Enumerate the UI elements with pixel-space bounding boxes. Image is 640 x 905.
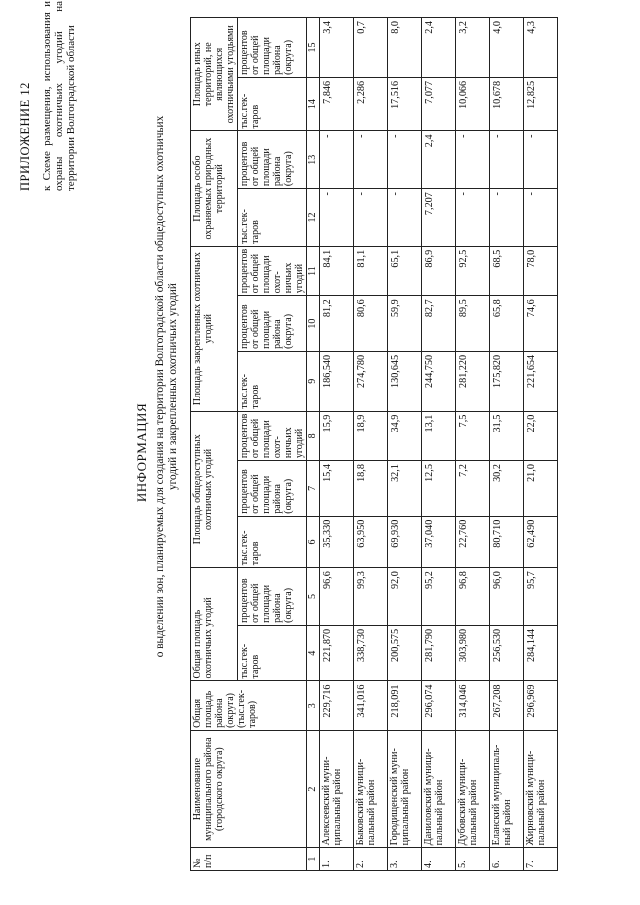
cell-c14: 10,678 xyxy=(490,77,524,131)
header-protected: Площадь особо охраняемых природных территорий xyxy=(191,131,238,246)
cell-c10: 59,9 xyxy=(388,296,422,352)
header-hunting-total: Общая площадь охотничьих угодий xyxy=(191,568,238,681)
table-row xyxy=(524,18,558,871)
row-number: 6. xyxy=(490,848,524,871)
cell-c3: 296,969 xyxy=(524,681,558,730)
cell-c3: 267,208 xyxy=(490,681,524,730)
column-number: 5 xyxy=(307,568,320,626)
district-name: Быковский муници-пальный район xyxy=(354,730,388,847)
cell-c8: 7,5 xyxy=(456,411,490,460)
cell-c9: 274,780 xyxy=(354,351,388,411)
row-number: 4. xyxy=(422,848,456,871)
header-num: № п/п xyxy=(191,848,307,871)
subheader-thous: тыс.гек-таров xyxy=(238,351,307,411)
cell-c15: 3,4 xyxy=(320,18,354,78)
row-number: 2. xyxy=(354,848,388,871)
column-number: 14 xyxy=(307,77,320,131)
cell-c12: - xyxy=(388,189,422,247)
cell-c11: 78,0 xyxy=(524,246,558,295)
cell-c3: 229,716 xyxy=(320,681,354,730)
column-number: 10 xyxy=(307,296,320,352)
column-number: 12 xyxy=(307,189,320,247)
cell-c10: 81,2 xyxy=(320,296,354,352)
district-name: Даниловский муници-пальный район xyxy=(422,730,456,847)
cell-c6: 35,330 xyxy=(320,516,354,568)
subheader-pct-district: процентов от общей площади района (округа) xyxy=(238,461,307,517)
cell-c4: 256,530 xyxy=(490,625,524,681)
column-number: 9 xyxy=(307,351,320,411)
district-name: Дубовский муници-пальный район xyxy=(456,730,490,847)
cell-c14: 10,066 xyxy=(456,77,490,131)
cell-c6: 80,710 xyxy=(490,516,524,568)
district-name: Городищенский муни-ципальный район xyxy=(388,730,422,847)
table-row xyxy=(422,18,456,871)
cell-c9: 175,820 xyxy=(490,351,524,411)
cell-c12: 7,207 xyxy=(422,189,456,247)
table-row xyxy=(490,18,524,871)
cell-c13: - xyxy=(524,131,558,189)
subheader-pct-district: процентов от общей площади района (округа) xyxy=(238,18,307,78)
cell-c4: 284,144 xyxy=(524,625,558,681)
subheader-pct-district: процентов от общей площади района (округа) xyxy=(238,131,307,189)
column-number: 4 xyxy=(307,625,320,681)
cell-c13: - xyxy=(490,131,524,189)
cell-c13: - xyxy=(320,131,354,189)
header-public-hunting: Площадь общедоступных охотничьих угодий xyxy=(191,411,238,568)
cell-c11: 81,1 xyxy=(354,246,388,295)
cell-c6: 63,950 xyxy=(354,516,388,568)
subheader-thous: тыс.гек-таров xyxy=(238,625,307,681)
cell-c15: 2,4 xyxy=(422,18,456,78)
cell-c7: 18,8 xyxy=(354,461,388,517)
cell-c5: 96,8 xyxy=(456,568,490,626)
cell-c8: 31,5 xyxy=(490,411,524,460)
cell-c11: 86,9 xyxy=(422,246,456,295)
row-number: 5. xyxy=(456,848,490,871)
header-total-area: Общая площадь района (округа) (тыс.гек-таров) xyxy=(191,681,307,730)
subheader-pct-hunting: процентов от общей площади охот-ничьих угодий xyxy=(238,246,307,295)
cell-c15: 0,7 xyxy=(354,18,388,78)
table-row xyxy=(388,18,422,871)
district-name: Алексеевский муни-ципальный район xyxy=(320,730,354,847)
cell-c14: 7,077 xyxy=(422,77,456,131)
table-row xyxy=(456,18,490,871)
cell-c10: 74,6 xyxy=(524,296,558,352)
cell-c6: 69,930 xyxy=(388,516,422,568)
cell-c10: 80,6 xyxy=(354,296,388,352)
cell-c14: 2,286 xyxy=(354,77,388,131)
appendix-title: ПРИЛОЖЕНИЕ 12 xyxy=(18,82,32,191)
cell-c11: 68,5 xyxy=(490,246,524,295)
cell-c4: 281,790 xyxy=(422,625,456,681)
cell-c6: 22,760 xyxy=(456,516,490,568)
cell-c5: 95,7 xyxy=(524,568,558,626)
column-number: 13 xyxy=(307,131,320,189)
column-number: 6 xyxy=(307,516,320,568)
cell-c5: 96,6 xyxy=(320,568,354,626)
cell-c7: 7,2 xyxy=(456,461,490,517)
subheader-pct-hunting: процентов от общей площади охот-ничьих угодий xyxy=(238,411,307,460)
table-row xyxy=(320,18,354,871)
cell-c11: 92,5 xyxy=(456,246,490,295)
column-number: 8 xyxy=(307,411,320,460)
column-number: 1 xyxy=(307,848,320,871)
document-subtitle: о выделении зон, планируемых для создания на территории Волгоградской области общедоступных охотничьих угодий и закрепленных охотничьих угодий xyxy=(154,115,179,658)
cell-c15: 4,0 xyxy=(490,18,524,78)
cell-c15: 8,0 xyxy=(388,18,422,78)
cell-c4: 200,575 xyxy=(388,625,422,681)
table-row xyxy=(354,18,388,871)
column-number: 15 xyxy=(307,18,320,78)
cell-c7: 32,1 xyxy=(388,461,422,517)
header-assigned-hunting: Площадь закрепленных охотничьих угодий xyxy=(191,246,238,411)
cell-c8: 22,0 xyxy=(524,411,558,460)
column-number: 11 xyxy=(307,246,320,295)
cell-c12: - xyxy=(320,189,354,247)
cell-c5: 92,0 xyxy=(388,568,422,626)
subheader-pct-district: процентов от общей площади района (округа) xyxy=(238,296,307,352)
cell-c7: 15,4 xyxy=(320,461,354,517)
cell-c14: 17,516 xyxy=(388,77,422,131)
cell-c3: 218,091 xyxy=(388,681,422,730)
row-number: 7. xyxy=(524,848,558,871)
cell-c9: 244,750 xyxy=(422,351,456,411)
cell-c15: 4,3 xyxy=(524,18,558,78)
subheader-pct-district: процентов от общей площади района (округа) xyxy=(238,568,307,626)
cell-c13: - xyxy=(354,131,388,189)
cell-c10: 65,8 xyxy=(490,296,524,352)
cell-c8: 34,9 xyxy=(388,411,422,460)
cell-c7: 30,2 xyxy=(490,461,524,517)
cell-c12: - xyxy=(490,189,524,247)
row-number: 3. xyxy=(388,848,422,871)
document-title: ИНФОРМАЦИЯ xyxy=(134,402,149,503)
cell-c5: 95,2 xyxy=(422,568,456,626)
cell-c12: - xyxy=(456,189,490,247)
cell-c4: 303,980 xyxy=(456,625,490,681)
cell-c11: 84,1 xyxy=(320,246,354,295)
header-name: Наименование муниципального района (городского округа) xyxy=(191,730,307,847)
cell-c3: 314,046 xyxy=(456,681,490,730)
column-number: 7 xyxy=(307,461,320,517)
cell-c13: 2,4 xyxy=(422,131,456,189)
cell-c10: 82,7 xyxy=(422,296,456,352)
cell-c9: 281,220 xyxy=(456,351,490,411)
row-number: 1. xyxy=(320,848,354,871)
cell-c6: 62,490 xyxy=(524,516,558,568)
cell-c8: 13,1 xyxy=(422,411,456,460)
cell-c12: - xyxy=(354,189,388,247)
cell-c8: 18,9 xyxy=(354,411,388,460)
cell-c14: 12,825 xyxy=(524,77,558,131)
cell-c7: 21,0 xyxy=(524,461,558,517)
cell-c11: 65,1 xyxy=(388,246,422,295)
subheader-thous: тыс.гек-таров xyxy=(238,189,307,247)
appendix-text: к Схеме размещения, использования и охраны охотничьих угодий на территории Волгоградской области xyxy=(41,1,77,191)
cell-c14: 7,846 xyxy=(320,77,354,131)
column-number: 3 xyxy=(307,681,320,730)
cell-c9: 221,654 xyxy=(524,351,558,411)
cell-c13: - xyxy=(388,131,422,189)
header-other: Площадь иных территорий, не являющихся охотничьими угодьями xyxy=(191,18,238,131)
cell-c4: 221,870 xyxy=(320,625,354,681)
cell-c3: 341,016 xyxy=(354,681,388,730)
cell-c5: 96,0 xyxy=(490,568,524,626)
cell-c13: - xyxy=(456,131,490,189)
column-number: 2 xyxy=(307,730,320,847)
cell-c15: 3,2 xyxy=(456,18,490,78)
subheader-thous: тыс.гек-таров xyxy=(238,516,307,568)
cell-c4: 338,730 xyxy=(354,625,388,681)
hunting-areas-table xyxy=(190,17,558,871)
cell-c9: 186,540 xyxy=(320,351,354,411)
cell-c9: 130,645 xyxy=(388,351,422,411)
subheader-thous: тыс.гек-таров xyxy=(238,77,307,131)
cell-c10: 89,5 xyxy=(456,296,490,352)
cell-c12: - xyxy=(524,189,558,247)
cell-c5: 99,3 xyxy=(354,568,388,626)
cell-c3: 296,074 xyxy=(422,681,456,730)
cell-c6: 37,040 xyxy=(422,516,456,568)
district-name: Жирновский муници-пальный район xyxy=(524,730,558,847)
cell-c8: 15,9 xyxy=(320,411,354,460)
cell-c7: 12,5 xyxy=(422,461,456,517)
district-name: Еланский муниципаль-ный район xyxy=(490,730,524,847)
